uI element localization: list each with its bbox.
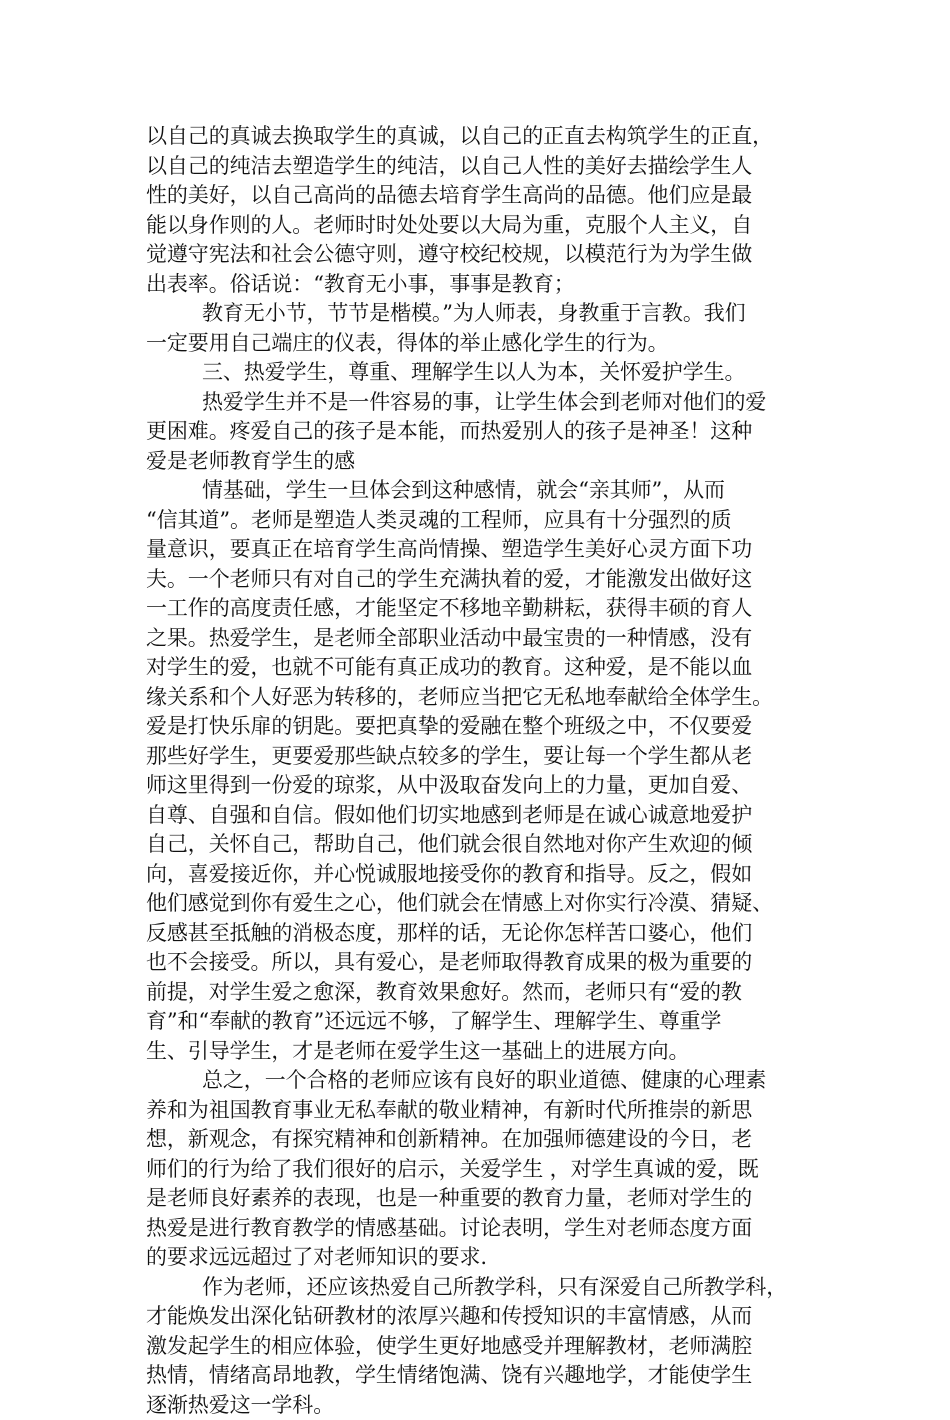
text-line: 总之，一个合格的老师应该有良好的职业道德、健康的心理素: [146, 1066, 822, 1096]
text-line: 教育无小节，节节是楷模。”为人师表，身教重于言教。我们: [146, 299, 822, 329]
text-line: 夫。一个老师只有对自己的学生充满执着的爱，才能激发出做好这: [146, 565, 822, 595]
text-line: 自己，关怀自己，帮助自己，他们就会很自然地对你产生欢迎的倾: [146, 830, 822, 860]
text-line: 自尊、自强和自信。假如他们切实地感到老师是在诚心诚意地爱护: [146, 801, 822, 831]
text-line: 一定要用自己端庄的仪表，得体的举止感化学生的行为。: [146, 329, 822, 359]
text-line: 爱是老师教育学生的感: [146, 447, 822, 477]
text-line: 育”和“奉献的教育”还远远不够，了解学生、理解学生、尊重学: [146, 1007, 822, 1037]
text-line: 作为老师，还应该热爱自己所教学科，只有深爱自己所教学科，: [146, 1273, 822, 1303]
text-line: 的要求远远超过了对老师知识的要求.: [146, 1243, 822, 1273]
text-line: 更困难。疼爱自己的孩子是本能，而热爱别人的孩子是神圣！这种: [146, 417, 822, 447]
text-line: 生、引导学生，才是老师在爱学生这一基础上的进展方向。: [146, 1037, 822, 1067]
text-line: 是老师良好素养的表现，也是一种重要的教育力量，老师对学生的: [146, 1184, 822, 1214]
text-line: 激发起学生的相应体验，使学生更好地感受并理解教材，老师满腔: [146, 1332, 822, 1362]
text-line: 性的美好，以自己高尚的品德去培育学生高尚的品德。他们应是最: [146, 181, 822, 211]
text-line: 热爱学生并不是一件容易的事，让学生体会到老师对他们的爱: [146, 388, 822, 418]
text-line: 觉遵守宪法和社会公德守则，遵守校纪校规，以模范行为为学生做: [146, 240, 822, 270]
text-line: 也不会接受。所以，具有爱心，是老师取得教育成果的极为重要的: [146, 948, 822, 978]
text-line: 以自己的真诚去换取学生的真诚，以自己的正直去构筑学生的正直，: [146, 122, 822, 152]
text-line: 能以身作则的人。老师时时处处要以大局为重，克服个人主义，自: [146, 211, 822, 241]
text-line: 逐渐热爱这一学科。: [146, 1391, 822, 1420]
document-page: [146, 122, 822, 1420]
text-line: 情基础，学生一旦体会到这种感情，就会“亲其师”，从而: [146, 476, 822, 506]
text-line: 缘关系和个人好恶为转移的，老师应当把它无私地奉献给全体学生。: [146, 683, 822, 713]
text-line: 反感甚至抵触的消极态度，那样的话，无论你怎样苦口婆心，他们: [146, 919, 822, 949]
text-line: 以自己的纯洁去塑造学生的纯洁，以自己人性的美好去描绘学生人: [146, 152, 822, 182]
text-line: 向，喜爱接近你，并心悦诚服地接受你的教育和指导。反之，假如: [146, 860, 822, 890]
text-line: 养和为祖国教育事业无私奉献的敬业精神，有新时代所推崇的新思: [146, 1096, 822, 1126]
text-line: “信其道”。老师是塑造人类灵魂的工程师，应具有十分强烈的质: [146, 506, 822, 536]
text-line: 师这里得到一份爱的琼浆，从中汲取奋发向上的力量，更加自爱、: [146, 771, 822, 801]
text-line: 那些好学生，更要爱那些缺点较多的学生，要让每一个学生都从老: [146, 742, 822, 772]
text-line: 之果。热爱学生，是老师全部职业活动中最宝贵的一种情感，没有: [146, 624, 822, 654]
text-line: 热爱是进行教育教学的情感基础。讨论表明，学生对老师态度方面: [146, 1214, 822, 1244]
text-line: 想，新观念，有探究精神和创新精神。在加强师德建设的今日，老: [146, 1125, 822, 1155]
text-line: 他们感觉到你有爱生之心，他们就会在情感上对你实行冷漠、猜疑、: [146, 889, 822, 919]
text-line: 出表率。俗话说：“教育无小事，事事是教育；: [146, 270, 822, 300]
text-line: 量意识，要真正在培育学生高尚情操、塑造学生美好心灵方面下功: [146, 535, 822, 565]
text-line: 一工作的高度责任感，才能坚定不移地辛勤耕耘，获得丰硕的育人: [146, 594, 822, 624]
text-line: 热情，情绪高昂地教，学生情绪饱满、饶有兴趣地学，才能使学生: [146, 1361, 822, 1391]
text-line: 师们的行为给了我们很好的启示，关爱学生 ，对学生真诚的爱，既: [146, 1155, 822, 1185]
text-line: 才能焕发出深化钻研教材的浓厚兴趣和传授知识的丰富情感，从而: [146, 1302, 822, 1332]
text-line: 对学生的爱，也就不可能有真正成功的教育。这种爱，是不能以血: [146, 653, 822, 683]
text-line: 前提，对学生爱之愈深，教育效果愈好。然而，老师只有“爱的教: [146, 978, 822, 1008]
text-line: 三、热爱学生，尊重、理解学生以人为本，关怀爱护学生。: [146, 358, 822, 388]
text-line: 爱是打快乐扉的钥匙。要把真挚的爱融在整个班级之中，不仅要爱: [146, 712, 822, 742]
